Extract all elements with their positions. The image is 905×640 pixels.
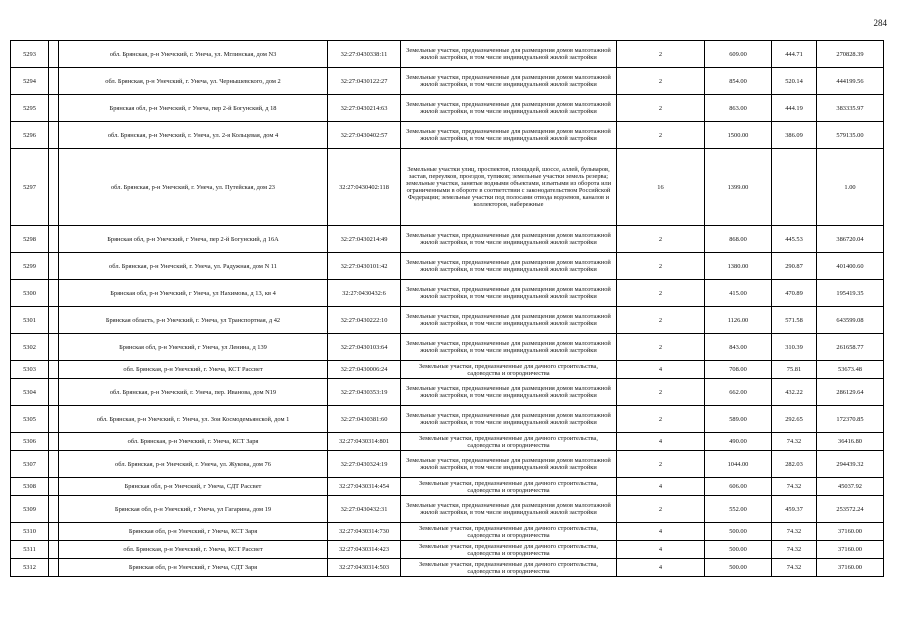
- cadastral-number-cell: 32:27:0430314:423: [328, 541, 401, 559]
- group-cell: 16: [617, 149, 705, 226]
- group-cell: 4: [617, 361, 705, 379]
- cadastral-number-cell: 32:27:0430338:11: [328, 41, 401, 68]
- area-cell: 500.00: [705, 541, 772, 559]
- address-cell: обл. Брянская, р-н Унечский, г. Унеча, ул. Радужная, дом N 11: [59, 253, 328, 280]
- address-cell: Брянская обл, р-н Унечский, г Унеча, СДТ Заря: [59, 559, 328, 577]
- cadastral-number-cell: 32:27:0430103:64: [328, 334, 401, 361]
- land-use-cell: Земельные участки, предназначенные для размещения домов малоэтажной жилой застройки, в том числе индивидуальной жилой застройки: [401, 496, 617, 523]
- group-cell: 2: [617, 41, 705, 68]
- cadastral-number-cell: 32:27:0430314:730: [328, 523, 401, 541]
- area-cell: 552.00: [705, 496, 772, 523]
- cadastral-number-cell: 32:27:0430314:454: [328, 478, 401, 496]
- cadastral-value-cell: 53673.48: [817, 361, 884, 379]
- group-cell: 2: [617, 122, 705, 149]
- cadastral-number-cell: 32:27:0430006:24: [328, 361, 401, 379]
- area-cell: 863.00: [705, 95, 772, 122]
- rate-cell: 290.87: [772, 253, 817, 280]
- cadastral-number-cell: 32:27:0430314:503: [328, 559, 401, 577]
- rate-cell: 310.39: [772, 334, 817, 361]
- group-cell: 4: [617, 433, 705, 451]
- cadastral-value-cell: 401400.60: [817, 253, 884, 280]
- address-cell: Брянская обл, р-н Унечский, г Унеча, пер 2-й Богунский, д 16А: [59, 226, 328, 253]
- group-cell: 2: [617, 379, 705, 406]
- row-number: 5301: [11, 307, 49, 334]
- group-cell: 2: [617, 280, 705, 307]
- page-number: 284: [873, 18, 887, 28]
- blank-cell: [49, 559, 59, 577]
- table-row: [11, 361, 884, 379]
- row-number: 5305: [11, 406, 49, 433]
- table-row: [11, 280, 884, 307]
- rate-cell: 445.53: [772, 226, 817, 253]
- area-cell: 589.00: [705, 406, 772, 433]
- cadastral-value-cell: 172370.85: [817, 406, 884, 433]
- cadastral-number-cell: 32:27:0430432:31: [328, 496, 401, 523]
- blank-cell: [49, 451, 59, 478]
- row-number: 5295: [11, 95, 49, 122]
- table-row: [11, 451, 884, 478]
- land-use-cell: Земельные участки, предназначенные для дачного строительства, садоводства и огородничества: [401, 523, 617, 541]
- table-row: [11, 523, 884, 541]
- area-cell: 500.00: [705, 523, 772, 541]
- address-cell: обл. Брянская, р-н Унечский, г. Унеча, ул. 2-я Кольцевая, дом 4: [59, 122, 328, 149]
- blank-cell: [49, 379, 59, 406]
- blank-cell: [49, 361, 59, 379]
- table-row: [11, 559, 884, 577]
- address-cell: Брянская обл, р-н Унечский, г Унеча, пер 2-й Богунский, д 18: [59, 95, 328, 122]
- land-use-cell: Земельные участки, предназначенные для размещения домов малоэтажной жилой застройки, в том числе индивидуальной жилой застройки: [401, 41, 617, 68]
- cadastral-value-table: [10, 40, 884, 577]
- table-row: [11, 307, 884, 334]
- blank-cell: [49, 149, 59, 226]
- land-use-cell: Земельные участки, предназначенные для размещения домов малоэтажной жилой застройки, в том числе индивидуальной жилой застройки: [401, 95, 617, 122]
- address-cell: обл. Брянская, р-н Унечский, г. Унеча, КСТ Рассвет: [59, 361, 328, 379]
- cadastral-number-cell: 32:27:0430353:19: [328, 379, 401, 406]
- address-cell: обл. Брянская, р-н Унечский, г. Унеча, ул. Зои Космодемьянской, дом 1: [59, 406, 328, 433]
- row-number: 5307: [11, 451, 49, 478]
- row-number: 5309: [11, 496, 49, 523]
- cadastral-value-cell: 286129.64: [817, 379, 884, 406]
- row-number: 5302: [11, 334, 49, 361]
- address-cell: Брянская обл, р-н Унечский, г Унеча, ул Нахимова, д 13, кв 4: [59, 280, 328, 307]
- group-cell: 2: [617, 451, 705, 478]
- area-cell: 843.00: [705, 334, 772, 361]
- row-number: 5293: [11, 41, 49, 68]
- table-row: [11, 406, 884, 433]
- row-number: 5300: [11, 280, 49, 307]
- land-use-cell: Земельные участки, предназначенные для дачного строительства, садоводства и огородничества: [401, 361, 617, 379]
- rate-cell: 74.32: [772, 523, 817, 541]
- cadastral-value-cell: 383335.97: [817, 95, 884, 122]
- area-cell: 606.00: [705, 478, 772, 496]
- rate-cell: 74.32: [772, 541, 817, 559]
- table-row: [11, 496, 884, 523]
- cadastral-number-cell: 32:27:0430101:42: [328, 253, 401, 280]
- blank-cell: [49, 41, 59, 68]
- rate-cell: 74.32: [772, 433, 817, 451]
- blank-cell: [49, 68, 59, 95]
- group-cell: 2: [617, 406, 705, 433]
- area-cell: 1399.00: [705, 149, 772, 226]
- land-use-cell: Земельные участки, предназначенные для размещения домов малоэтажной жилой застройки, в том числе индивидуальной жилой застройки: [401, 334, 617, 361]
- blank-cell: [49, 95, 59, 122]
- cadastral-value-cell: 643599.08: [817, 307, 884, 334]
- land-use-cell: Земельные участки, предназначенные для дачного строительства, садоводства и огородничества: [401, 478, 617, 496]
- rate-cell: 520.14: [772, 68, 817, 95]
- land-use-cell: Земельные участки, предназначенные для дачного строительства, садоводства и огородничества: [401, 541, 617, 559]
- area-cell: 708.00: [705, 361, 772, 379]
- blank-cell: [49, 541, 59, 559]
- rate-cell: 75.81: [772, 361, 817, 379]
- row-number: 5304: [11, 379, 49, 406]
- cadastral-value-cell: 195419.35: [817, 280, 884, 307]
- group-cell: 2: [617, 95, 705, 122]
- area-cell: 500.00: [705, 559, 772, 577]
- row-number: 5303: [11, 361, 49, 379]
- cadastral-number-cell: 32:27:0430324:19: [328, 451, 401, 478]
- group-cell: 4: [617, 523, 705, 541]
- cadastral-value-cell: 386720.04: [817, 226, 884, 253]
- cadastral-value-cell: 36416.80: [817, 433, 884, 451]
- rate-cell: 444.19: [772, 95, 817, 122]
- area-cell: 490.00: [705, 433, 772, 451]
- rate-cell: 386.09: [772, 122, 817, 149]
- group-cell: 4: [617, 541, 705, 559]
- cadastral-value-cell: 37160.00: [817, 559, 884, 577]
- cadastral-number-cell: 32:27:0430432:6: [328, 280, 401, 307]
- land-use-cell: Земельные участки, предназначенные для размещения домов малоэтажной жилой застройки, в том числе индивидуальной жилой застройки: [401, 280, 617, 307]
- address-cell: Брянская область, р-н Унечский, г. Унеча, ул Транспортная, д 42: [59, 307, 328, 334]
- cadastral-value-cell: 444199.56: [817, 68, 884, 95]
- blank-cell: [49, 307, 59, 334]
- area-cell: 1044.00: [705, 451, 772, 478]
- group-cell: 2: [617, 226, 705, 253]
- blank-cell: [49, 122, 59, 149]
- row-number: 5312: [11, 559, 49, 577]
- cadastral-value-cell: 261658.77: [817, 334, 884, 361]
- row-number: 5296: [11, 122, 49, 149]
- cadastral-number-cell: 32:27:0430402:57: [328, 122, 401, 149]
- cadastral-value-cell: 37160.00: [817, 541, 884, 559]
- blank-cell: [49, 496, 59, 523]
- address-cell: обл. Брянская, р-н Унечский, г. Унеча, КСТ Заря: [59, 433, 328, 451]
- rate-cell: 292.65: [772, 406, 817, 433]
- cadastral-number-cell: 32:27:0430222:10: [328, 307, 401, 334]
- cadastral-number-cell: 32:27:0430314:801: [328, 433, 401, 451]
- land-use-cell: Земельные участки, предназначенные для размещения домов малоэтажной жилой застройки, в том числе индивидуальной жилой застройки: [401, 307, 617, 334]
- cadastral-number-cell: 32:27:0430214:49: [328, 226, 401, 253]
- blank-cell: [49, 406, 59, 433]
- table-row: [11, 334, 884, 361]
- land-use-cell: Земельные участки, предназначенные для дачного строительства, садоводства и огородничества: [401, 559, 617, 577]
- land-use-cell: Земельные участки, предназначенные для размещения домов малоэтажной жилой застройки, в том числе индивидуальной жилой застройки: [401, 253, 617, 280]
- cadastral-number-cell: 32:27:0430214:63: [328, 95, 401, 122]
- area-cell: 1500.00: [705, 122, 772, 149]
- blank-cell: [49, 523, 59, 541]
- area-cell: 609.00: [705, 41, 772, 68]
- area-cell: 1126.00: [705, 307, 772, 334]
- blank-cell: [49, 226, 59, 253]
- row-number: 5299: [11, 253, 49, 280]
- row-number: 5308: [11, 478, 49, 496]
- rate-cell: 282.03: [772, 451, 817, 478]
- land-use-cell: Земельные участки, предназначенные для размещения домов малоэтажной жилой застройки, в том числе индивидуальной жилой застройки: [401, 122, 617, 149]
- group-cell: 4: [617, 478, 705, 496]
- blank-cell: [49, 478, 59, 496]
- table-row: [11, 41, 884, 68]
- address-cell: обл. Брянская, р-н Унечский, г. Унеча, ул. Жукова, дом 76: [59, 451, 328, 478]
- land-use-cell: Земельные участки, предназначенные для размещения домов малоэтажной жилой застройки, в том числе индивидуальной жилой застройки: [401, 406, 617, 433]
- table-row: [11, 68, 884, 95]
- table-row: [11, 253, 884, 280]
- area-cell: 415.00: [705, 280, 772, 307]
- land-use-cell: Земельные участки, предназначенные для дачного строительства, садоводства и огородничества: [401, 433, 617, 451]
- rate-cell: 74.32: [772, 559, 817, 577]
- address-cell: Брянская обл, р-н Унечский, г Унеча, ул Гагарина, дом 19: [59, 496, 328, 523]
- address-cell: обл. Брянская, р-н Унечский, г. Унеча, пер. Иванова, дом N19: [59, 379, 328, 406]
- rate-cell: 444.71: [772, 41, 817, 68]
- land-use-cell: Земельные участки, предназначенные для размещения домов малоэтажной жилой застройки, в том числе индивидуальной жилой застройки: [401, 68, 617, 95]
- address-cell: обл. Брянская, р-н Унечский, г. Унеча, ул. Мглинская, дом N3: [59, 41, 328, 68]
- blank-cell: [49, 280, 59, 307]
- blank-cell: [49, 433, 59, 451]
- land-use-cell: Земельные участки, предназначенные для размещения домов малоэтажной жилой застройки, в том числе индивидуальной жилой застройки: [401, 226, 617, 253]
- area-cell: 1380.00: [705, 253, 772, 280]
- table-row: [11, 541, 884, 559]
- cadastral-value-cell: 270828.39: [817, 41, 884, 68]
- row-number: 5294: [11, 68, 49, 95]
- address-cell: Брянская обл, р-н Унечский, г Унеча, СДТ Рассвет: [59, 478, 328, 496]
- area-cell: 854.00: [705, 68, 772, 95]
- table-row: [11, 149, 884, 226]
- row-number: 5310: [11, 523, 49, 541]
- rate-cell: [772, 149, 817, 226]
- blank-cell: [49, 253, 59, 280]
- row-number: 5297: [11, 149, 49, 226]
- cadastral-value-cell: 294439.32: [817, 451, 884, 478]
- group-cell: 2: [617, 253, 705, 280]
- rate-cell: 432.22: [772, 379, 817, 406]
- table-row: [11, 122, 884, 149]
- blank-cell: [49, 334, 59, 361]
- group-cell: 2: [617, 68, 705, 95]
- cadastral-value-cell: 579135.00: [817, 122, 884, 149]
- land-use-cell: Земельные участки, предназначенные для размещения домов малоэтажной жилой застройки, в том числе индивидуальной жилой застройки: [401, 379, 617, 406]
- rate-cell: 470.89: [772, 280, 817, 307]
- cadastral-value-cell: 1.00: [817, 149, 884, 226]
- table-row: [11, 226, 884, 253]
- area-cell: 662.00: [705, 379, 772, 406]
- row-number: 5311: [11, 541, 49, 559]
- address-cell: обл. Брянская, р-н Унечский, г. Унеча, КСТ Рассвет: [59, 541, 328, 559]
- address-cell: Брянская обл, р-н Унечский, г Унеча, КСТ Заря: [59, 523, 328, 541]
- address-cell: обл. Брянская, р-н Унечский, г. Унеча, ул. Чернышевского, дом 2: [59, 68, 328, 95]
- area-cell: 868.00: [705, 226, 772, 253]
- table-row: [11, 95, 884, 122]
- address-cell: Брянская обл, р-н Унечский, г Унеча, ул Ленина, д 139: [59, 334, 328, 361]
- table-row: [11, 478, 884, 496]
- group-cell: 2: [617, 496, 705, 523]
- table-row: [11, 379, 884, 406]
- land-use-cell: Земельные участки, предназначенные для размещения домов малоэтажной жилой застройки, в том числе индивидуальной жилой застройки: [401, 451, 617, 478]
- group-cell: 2: [617, 307, 705, 334]
- rate-cell: 74.32: [772, 478, 817, 496]
- group-cell: 4: [617, 559, 705, 577]
- address-cell: обл. Брянская, р-н Унечский, г. Унеча, ул. Путейская, дом 23: [59, 149, 328, 226]
- row-number: 5306: [11, 433, 49, 451]
- group-cell: 2: [617, 334, 705, 361]
- table-row: [11, 433, 884, 451]
- cadastral-number-cell: 32:27:0430402:118: [328, 149, 401, 226]
- land-use-cell: Земельные участки улиц, проспектов, площадей, шоссе, аллей, бульваров, застав, переулков, проездов, тупиков; земельные участки земель резерва; земельные участки, занятые водными объектами, изъятыми из оборота или ограниченными в обороте в соответствии с законодательством Российской Федерации; земельные участки под полосами отвода водоемов, каналов и коллекторов, набережные: [401, 149, 617, 226]
- cadastral-value-cell: 37160.00: [817, 523, 884, 541]
- cadastral-value-cell: 253572.24: [817, 496, 884, 523]
- row-number: 5298: [11, 226, 49, 253]
- rate-cell: 571.58: [772, 307, 817, 334]
- cadastral-number-cell: 32:27:0430122:27: [328, 68, 401, 95]
- rate-cell: 459.37: [772, 496, 817, 523]
- cadastral-value-cell: 45037.92: [817, 478, 884, 496]
- cadastral-number-cell: 32:27:0430381:60: [328, 406, 401, 433]
